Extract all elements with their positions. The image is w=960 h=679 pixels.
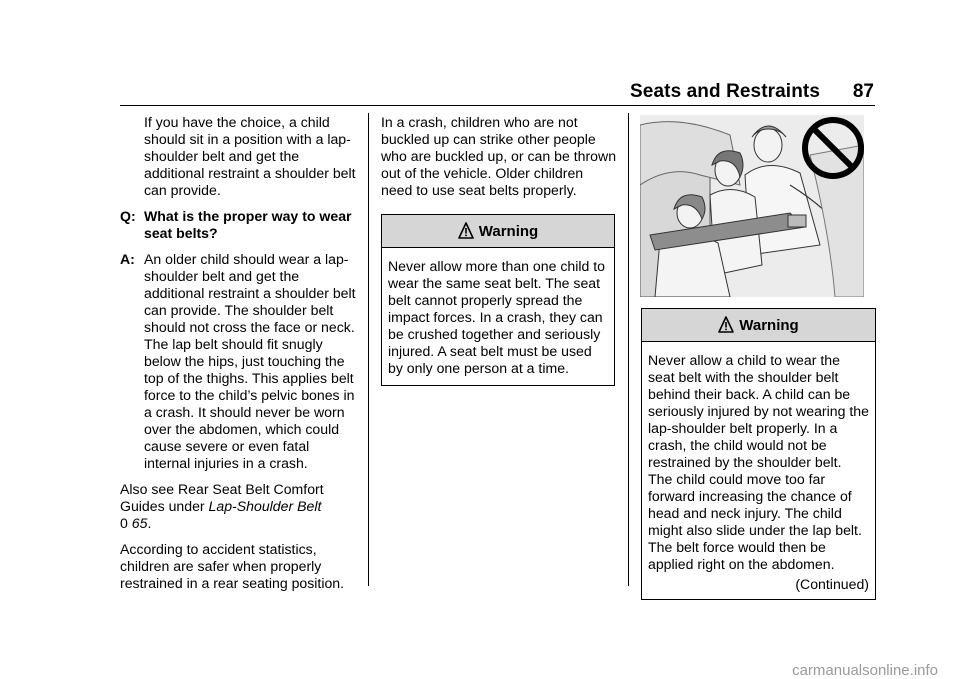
header-rule (120, 105, 875, 106)
intro-paragraph: If you have the choice, a child should sit in a position with a lap-shoulder belt and get the additional restraint a shoulder belt can provide. (144, 114, 356, 198)
warning-header (382, 215, 614, 248)
warning-text: Never allow a child to wear the seat belt with the shoulder belt behind their back. A child can be seriously injured by not wearing the lap-shoulder belt properly. In a crash, the child would not be restrained by the shoulder belt. The child could move too far forward increasing the chance of head and neck injury. The child might also slide under the lap belt. The belt force would then be applied right on the abdomen. (648, 352, 869, 572)
warning-box-shared-belt (381, 214, 615, 386)
warning-text: Never allow more than one child to wear the same seat belt. The seat belt cannot properly spread the impact forces. In a crash, they can be crushed together and seriously injured. A seat belt must be used by only one person at a time. (388, 258, 606, 376)
crash-paragraph: In a crash, children who are not buckled up can strike other people who are buckled up, or can be thrown out of the vehicle. Older children need to use seat belts properly. (381, 114, 617, 198)
question-label: Q: (120, 208, 136, 224)
column-divider-2 (628, 113, 629, 586)
warning-title: Warning (478, 222, 539, 240)
illustration-shared-seat-belt (640, 115, 864, 297)
warning-icon (458, 222, 474, 240)
column-divider-1 (368, 113, 369, 586)
middle-column (381, 114, 617, 208)
page-ref-number[interactable]: 65 (131, 515, 148, 531)
answer-label: A: (120, 251, 135, 267)
answer-block (120, 251, 356, 472)
warning-icon (718, 316, 734, 334)
page-ref-icon: 0 (120, 515, 128, 531)
also-see-text: Also see Rear Seat Belt Comfort Guides under (120, 481, 324, 514)
warning-header (642, 309, 875, 342)
left-column (120, 114, 356, 601)
watermark: carmanualsonline.info (792, 662, 938, 679)
question-text: What is the proper way to wear seat belts? (144, 208, 352, 241)
illustration-svg (640, 115, 864, 297)
answer-text: An older child should wear a lap-shoulder belt and get the additional restraint a shoulder belt can provide. The shoulder belt should not cross the face or neck. The lap belt should fit snugly below the hips, just touching the top of the thighs. This applies belt force to the child’s pelvic bones in a crash. It should never be worn over the abdomen, which could cause severe or even fatal internal injuries in a crash. (144, 251, 356, 471)
page-number: 87 (852, 81, 874, 102)
section-title: Seats and Restraints (630, 81, 820, 102)
also-see-paragraph: Also see Rear Seat Belt Comfort Guides under Lap-Shoulder Belt 0 65. (120, 481, 324, 531)
question-block (120, 208, 356, 242)
warning-box-belt-behind-back (641, 308, 876, 600)
continued-label: (Continued) (795, 576, 869, 592)
statistics-paragraph: According to accident statistics, children are safer when properly restrained in a rear seating position. (120, 541, 345, 591)
cross-reference-link[interactable]: Lap-Shoulder Belt (208, 498, 322, 514)
warning-title: Warning (739, 316, 799, 334)
